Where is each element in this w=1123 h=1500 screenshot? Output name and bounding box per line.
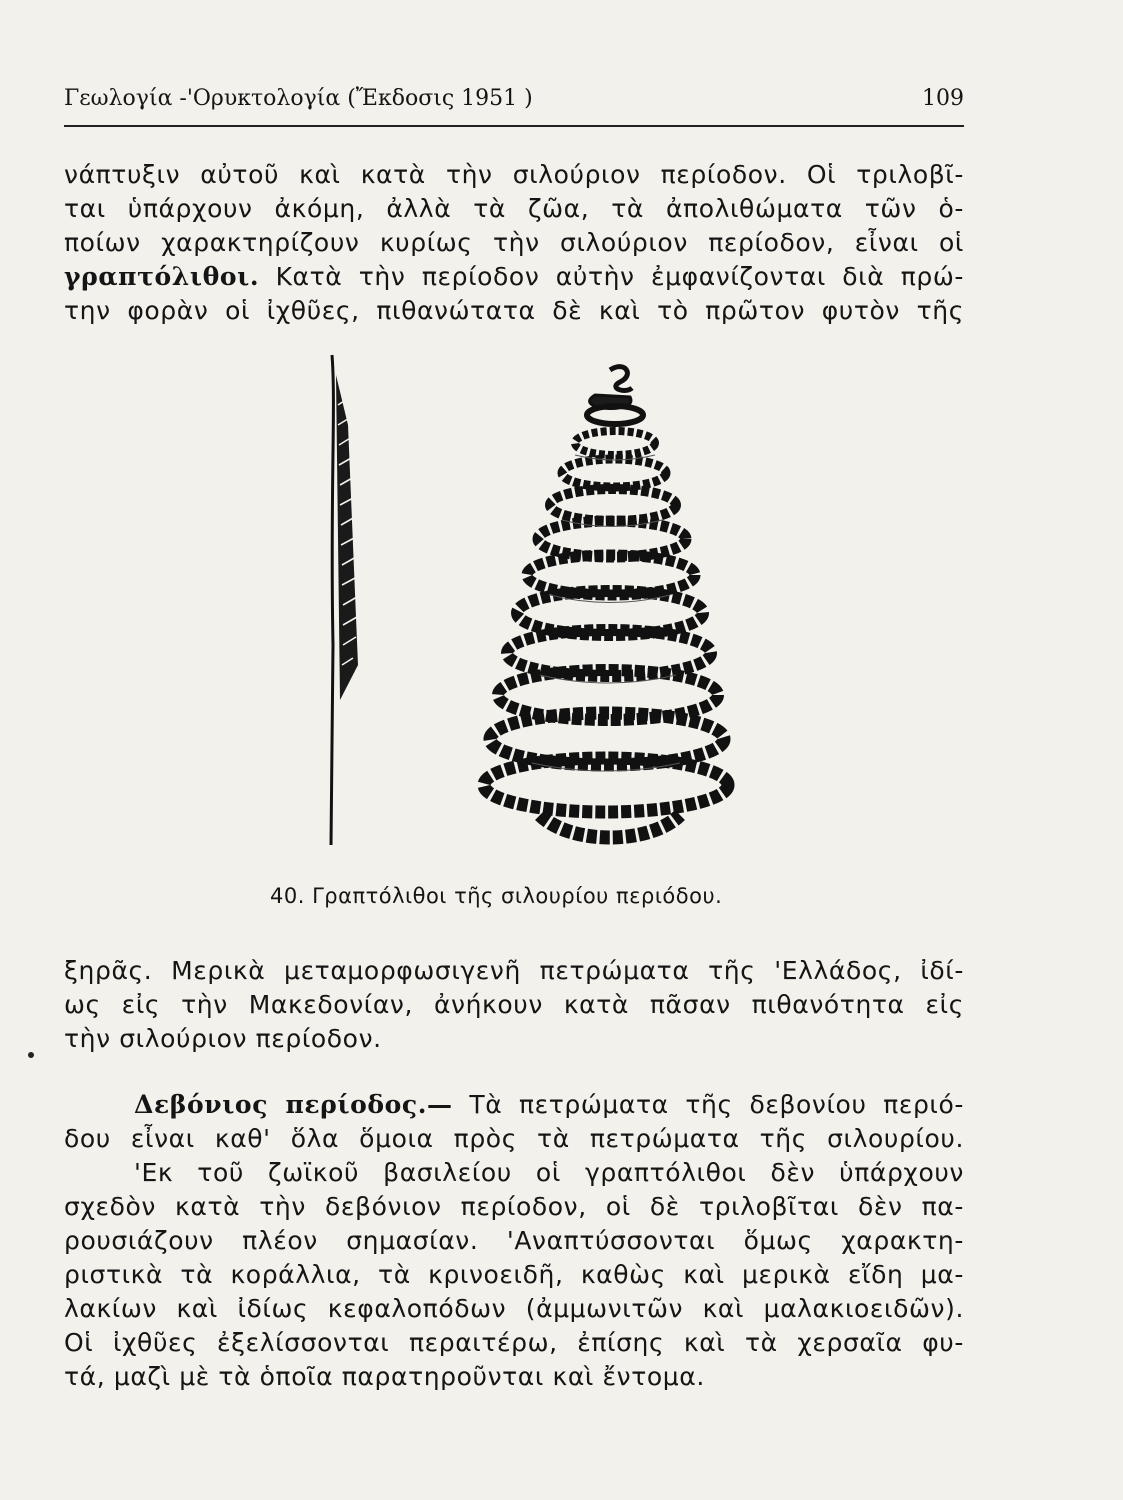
text-line: ρουσιάζουν πλέον σημασίαν. 'Αναπτύσσονται ὅμως χαρακτη- bbox=[64, 1226, 964, 1255]
text-line: ριστικὰ τὰ κοράλλια, τὰ κρινοειδῆ, καθὼς καὶ μερικὰ εἴδη μα- bbox=[64, 1260, 964, 1289]
page-number: 109 bbox=[922, 86, 964, 111]
graptolite-spiral-drawing bbox=[484, 367, 728, 838]
text-line: ως εἰς τὴν Μακεδονίαν, ἀνήκουν κατὰ πᾶσαν πιθανότητα εἰς bbox=[64, 990, 964, 1019]
text-line: νάπτυξιν αὐτοῦ καὶ κατὰ τὴν σιλούριον περίοδον. Οἱ τριλοβῖ- bbox=[64, 160, 964, 189]
text-line: τὴν σιλούριον περίοδον. bbox=[64, 1024, 382, 1053]
paragraph-silurian bbox=[64, 158, 964, 328]
text-line bbox=[64, 1088, 964, 1122]
figure-caption: 40. Γραπτόλιθοι τῆς σιλουρίου περιόδου. bbox=[270, 884, 723, 908]
text-fragment: Κατὰ τὴν περίοδον αὐτὴν ἐμφανίζονται διὰ πρώ- bbox=[275, 262, 965, 291]
text-line: την φορὰν οἱ ἰχθῦες, πιθανώτατα δὲ καὶ τὸ πρῶτον φυτὸν τῆς bbox=[64, 296, 964, 325]
header-rule bbox=[64, 125, 964, 127]
text-line bbox=[64, 260, 964, 294]
text-line: δου εἶναι καθ' ὅλα ὅμοια πρὸς τὰ πετρώματα τῆς σιλουρίου. bbox=[64, 1124, 964, 1153]
header-title: Γεωλογία -'Ορυκτολογία (Ἔκδοσις 1951 ) bbox=[64, 86, 533, 111]
bold-term: γραπτόλιθοι. bbox=[64, 262, 260, 291]
text-line: 'Εκ τοῦ ζωϊκοῦ βασιλείου οἱ γραπτόλιθοι δὲν ὑπάρχουν bbox=[134, 1158, 964, 1187]
text-line: σχεδὸν κατὰ τὴν δεβόνιον περίοδον, οἱ δὲ τριλοβῖται δὲν πα- bbox=[64, 1192, 964, 1221]
text-line: ποίων χαρακτηρίζουν κυρίως τὴν σιλούριον περίοδον, εἶναι οἱ bbox=[64, 228, 964, 257]
paragraph-land bbox=[64, 954, 964, 1056]
running-header bbox=[64, 86, 964, 122]
text-line: Οἱ ἰχθῦες ἐξελίσσονται περαιτέρω, ἐπίσης καὶ τὰ χερσαῖα φυ- bbox=[64, 1328, 964, 1357]
text-line: τά, μαζὶ μὲ τὰ ὁποῖα παρατηροῦνται καὶ ἔντομα. bbox=[64, 1362, 705, 1391]
paragraph-devonian bbox=[64, 1088, 964, 1394]
section-heading: Δεβόνιος περίοδος.— bbox=[134, 1090, 453, 1119]
text-line: λακίων καὶ ἰδίως κεφαλοπόδων (ἀμμωνιτῶν καὶ μαλακιοειδῶν). bbox=[64, 1294, 964, 1323]
margin-mark bbox=[28, 1052, 34, 1058]
text-line: ξηρᾶς. Μερικὰ μεταμορφωσιγενῆ πετρώματα τῆς 'Ελλάδος, ἰδί- bbox=[64, 956, 964, 985]
text-fragment: Τὰ πετρώματα τῆς δεβονίου περιό- bbox=[469, 1090, 965, 1119]
text-line: ται ὑπάρχουν ἀκόμη, ἀλλὰ τὰ ζῶα, τὰ ἀπολιθώματα τῶν ὁ- bbox=[64, 194, 964, 223]
graptolite-figure bbox=[300, 345, 800, 865]
graptolite-linear-drawing bbox=[331, 355, 358, 845]
